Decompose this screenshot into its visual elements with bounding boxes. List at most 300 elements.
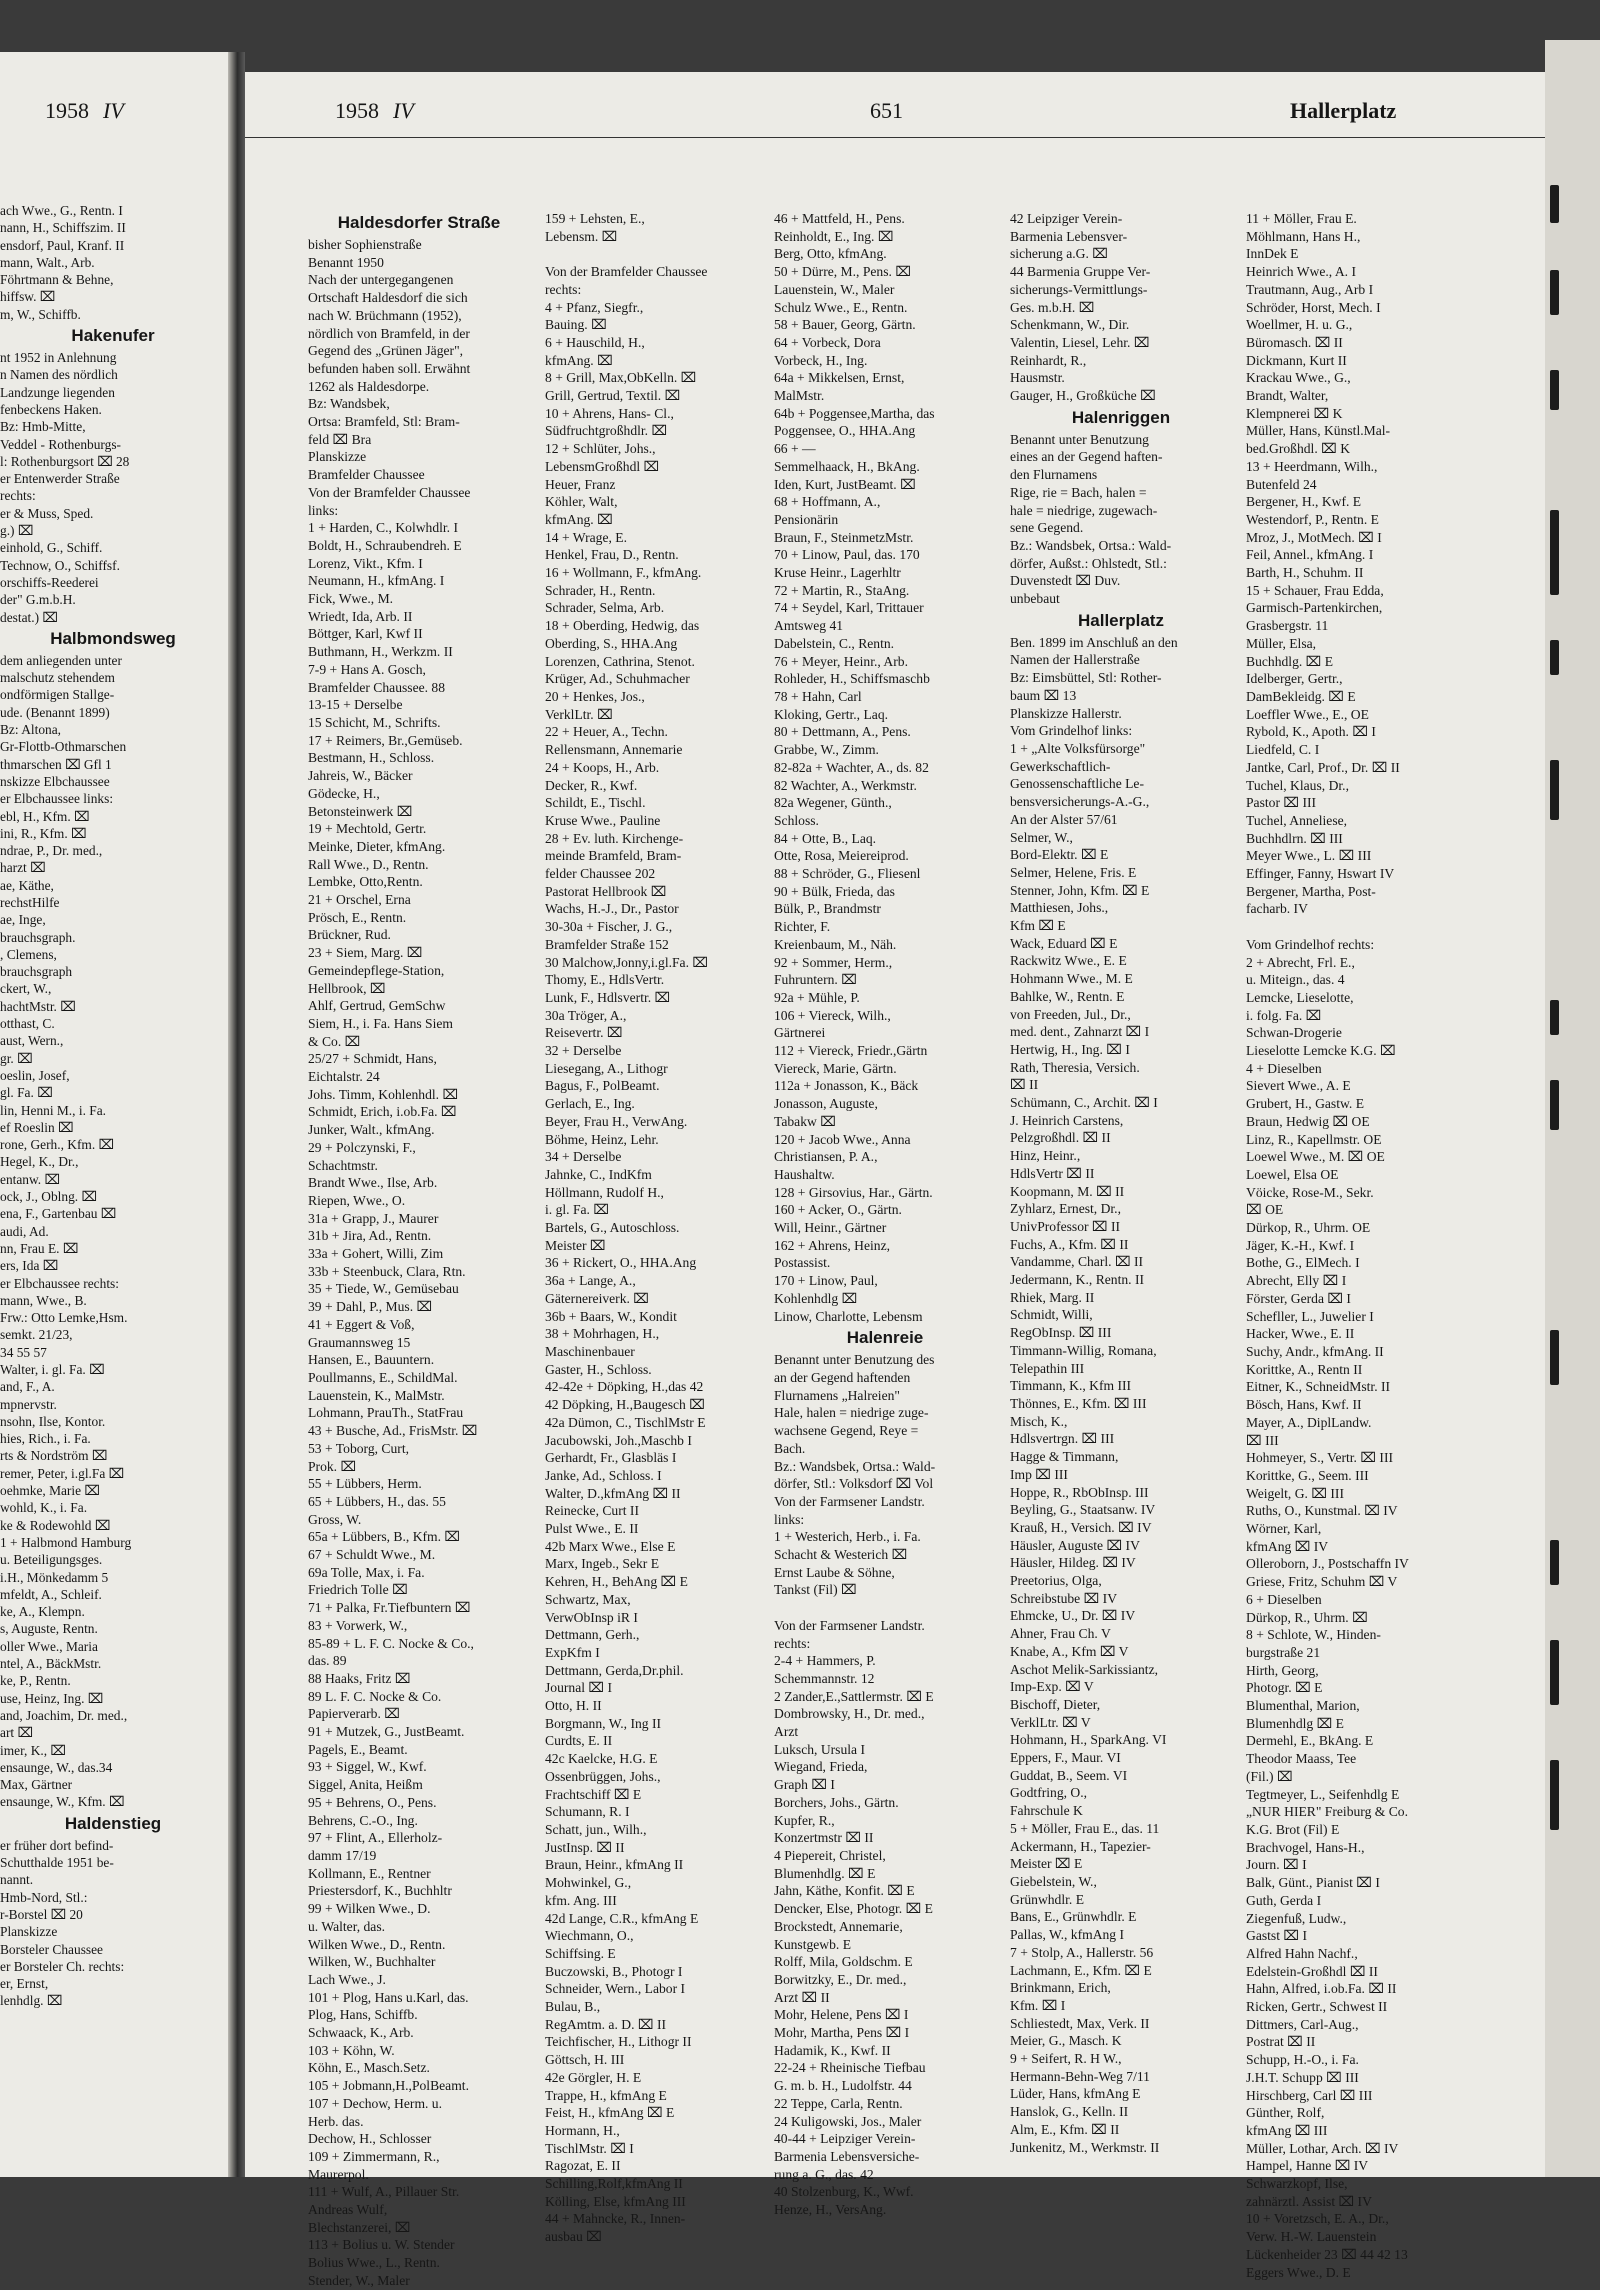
directory-line: Bach.: [774, 1440, 806, 1456]
directory-line: Pensionärin: [774, 511, 839, 527]
directory-line: RegObInsp. ⌧ III: [1010, 1325, 1112, 1341]
directory-line: Hermann-Behn-Weg 7/11: [1010, 2068, 1150, 2084]
directory-line: mann, Walt., Arb.: [0, 254, 95, 270]
directory-line: Kfm ⌧ E: [1010, 918, 1066, 934]
directory-line: Reinecke, Curt II: [545, 1503, 639, 1519]
directory-line: 64 + Vorbeck, Dora: [774, 334, 881, 350]
directory-line: zahnärztl. Assist ⌧ IV: [1246, 2193, 1372, 2209]
directory-line: Vandamme, Charl. ⌧ II: [1010, 1254, 1144, 1270]
thumb-index-mark: [1550, 640, 1559, 675]
directory-line: Schildt, E., Tischl.: [545, 795, 646, 811]
directory-line: Bischoff, Dieter,: [1010, 1696, 1101, 1712]
street-heading: Halenreie: [846, 1328, 924, 1348]
directory-line: 14 + Wrage, E.: [545, 529, 627, 545]
directory-line: Postrat ⌧ II: [1246, 2034, 1316, 2050]
directory-line: Ernst Laube & Söhne,: [774, 1564, 895, 1580]
directory-line: Kruse Wwe., Pauline: [545, 812, 661, 828]
directory-line: nördlich von Bramfeld, in der: [308, 325, 470, 341]
directory-line: einhold, G., Schiff.: [0, 540, 103, 556]
directory-line: hachtMstr. ⌧: [0, 998, 76, 1014]
directory-line: Preetorius, Olga,: [1010, 1573, 1102, 1589]
directory-line: ef Roeslin ⌧: [0, 1119, 74, 1135]
directory-line: hies, Rich., i. Fa.: [0, 1431, 91, 1447]
directory-line: Schwarzkopf, Ilse,: [1246, 2176, 1348, 2192]
directory-line: Böhme, Heinz, Lehr.: [545, 1131, 659, 1147]
directory-line: Lückenheider 23 ⌧ 44 42 13: [1246, 2246, 1408, 2262]
directory-line: 42d Lange, C.R., kfmAng E: [545, 1910, 699, 1926]
directory-line: Fuhruntern. ⌧: [774, 972, 857, 988]
directory-line: TischlMstr. ⌧ I: [545, 2140, 634, 2156]
directory-line: Eichtalstr. 24: [308, 1069, 380, 1085]
directory-line: 82-82a + Wachter, A., ds. 82: [774, 759, 929, 775]
directory-line: 36b + Baars, W., Kondit: [545, 1308, 677, 1324]
directory-line: Photogr. ⌧ E: [1246, 1680, 1323, 1696]
directory-line: felder Chaussee 202: [545, 866, 656, 882]
directory-line: Grabbe, W., Zimm.: [774, 742, 879, 758]
directory-line: lenhdlg. ⌧: [0, 1993, 63, 2009]
directory-line: 97 + Flint, A., Ellerholz-: [308, 1830, 443, 1846]
directory-line: 113 + Bolius u. W. Stender: [308, 2237, 455, 2253]
directory-line: den Flurnamens: [1010, 467, 1098, 483]
directory-line: Kloking, Gertr., Laq.: [774, 706, 889, 722]
directory-line: ExpKfm I: [545, 1644, 600, 1660]
directory-line: & Co. ⌧: [308, 1033, 361, 1049]
directory-line: Kölling, Else, kfmAng III: [545, 2193, 686, 2209]
directory-line: 11 + Möller, Frau E.: [1246, 211, 1357, 226]
directory-line: 64a + Mikkelsen, Ernst,: [774, 370, 905, 386]
directory-line: Jahreis, W., Bäcker: [308, 768, 413, 784]
directory-line: gl. Fa. ⌧: [0, 1085, 53, 1101]
directory-line: Wilken, W., Buchhalter: [308, 1954, 436, 1970]
directory-line: Hirth, Georg,: [1246, 1662, 1319, 1678]
directory-line: UnivProfessor ⌧ II: [1010, 1218, 1121, 1234]
directory-line: Barmenia Lebensver-: [1010, 228, 1128, 244]
directory-line: Schachtmstr.: [308, 1157, 378, 1173]
directory-line: Reisevertr. ⌧: [545, 1025, 623, 1041]
directory-line: Brückner, Rud.: [308, 927, 391, 943]
directory-line: Selmer, Helene, Fris. E: [1010, 864, 1137, 880]
directory-line: ach Wwe., G., Rentn. I: [0, 203, 123, 218]
directory-line: Kohlenhdlg ⌧: [774, 1290, 858, 1306]
directory-line: ⌧ II: [1010, 1077, 1039, 1093]
directory-line: Eppers, F., Maur. VI: [1010, 1750, 1121, 1766]
directory-line: Benannt 1950: [308, 254, 384, 270]
directory-line: Föhrtmann & Behne,: [0, 272, 114, 288]
directory-line: Thönnes, E., Kfm. ⌧ III: [1010, 1396, 1147, 1411]
directory-line: 8 + Grill, Max,ObKelln. ⌧: [545, 370, 697, 386]
directory-column-5: [1246, 210, 1468, 2281]
directory-line: Guddat, B., Seem. VI: [1010, 1767, 1128, 1783]
directory-line: 20 + Henkes, Jos.,: [545, 688, 645, 704]
directory-line: 65 + Lübbers, H., das. 55: [308, 1493, 446, 1509]
thumb-index-mark: [1550, 1330, 1559, 1385]
directory-line: Stender, W., Maler: [308, 2272, 410, 2288]
directory-line: Feist, H., kfmAng ⌧ E: [545, 2105, 675, 2121]
directory-line: J.H.T. Schupp ⌧ III: [1246, 2069, 1359, 2085]
directory-line: 12 + Schlüter, Johs.,: [545, 441, 656, 457]
left-volume: IV: [103, 98, 124, 123]
directory-line: harzt ⌧: [0, 860, 46, 876]
directory-line: Journal ⌧ I: [545, 1680, 613, 1696]
directory-line: Schmidt, Willi,: [1010, 1307, 1093, 1323]
directory-line: Bergener, H., Kwf. E: [1246, 494, 1362, 510]
directory-line: 41 + Eggert & Voß,: [308, 1316, 415, 1332]
directory-line: Kruse Heinr., Lagerhltr: [774, 565, 901, 581]
directory-line: Junkenitz, M., Werkmstr. II: [1010, 2139, 1160, 2155]
directory-line: 53 + Toborg, Curt,: [308, 1440, 409, 1456]
directory-line: Köhler, Walt,: [545, 494, 618, 510]
directory-line: Büromasch. ⌧ II: [1246, 334, 1343, 350]
directory-line: Mohr, Helene, Pens ⌧ I: [774, 2007, 909, 2023]
directory-line: kfmAng ⌧ III: [1246, 2122, 1328, 2138]
directory-line: Bösch, Hans, Kwf. II: [1246, 1397, 1362, 1413]
directory-line: Imp ⌧ III: [1010, 1466, 1068, 1482]
directory-line: er früher dort befind-: [0, 1837, 114, 1853]
directory-line: Hohmeyer, S., Vertr. ⌧ III: [1246, 1450, 1394, 1466]
directory-line: rts & Nordström ⌧: [0, 1448, 108, 1464]
directory-line: Häusler, Auguste ⌧ IV: [1010, 1537, 1140, 1553]
directory-line: mann, Wwe., B.: [0, 1292, 87, 1308]
thumb-index-mark: [1550, 370, 1559, 410]
directory-line: hale = niedrige, zugewach-: [1010, 502, 1158, 518]
directory-line: n Namen des nördlich: [0, 367, 118, 383]
directory-line: Ges. m.b.H. ⌧: [1010, 299, 1095, 315]
directory-line: Semmelhaack, H., BkAng.: [774, 458, 920, 474]
directory-line: 4 + Pfanz, Siegfr.,: [545, 299, 644, 315]
directory-line: imer, K., ⌧: [0, 1742, 66, 1758]
directory-line: 44 + Mahncke, R., Innen-: [545, 2211, 686, 2227]
directory-line: sicherung a.G. ⌧: [1010, 246, 1108, 262]
directory-line: Gewerkschaftlich-: [1010, 758, 1111, 774]
directory-line: 160 + Acker, O., Gärtn.: [774, 1202, 902, 1218]
directory-line: ensaunge, W., Kfm. ⌧: [0, 1794, 125, 1810]
directory-line: Schliestedt, Max, Verk. II: [1010, 2015, 1150, 2031]
directory-column-2: [545, 210, 767, 2246]
directory-line: 1 + Westerich, Herb., i. Fa.: [774, 1529, 921, 1545]
directory-line: Jäger, K.-H., Kwf. I: [1246, 1237, 1355, 1253]
directory-line: Curdts, E. II: [545, 1733, 613, 1749]
directory-line: Gödecke, H.,: [308, 785, 380, 801]
directory-line: Sievert Wwe., A. E: [1246, 1078, 1351, 1094]
directory-line: aust, Wern.,: [0, 1033, 64, 1049]
directory-line: 18 + Oberding, Hedwig, das: [545, 618, 700, 634]
directory-line: 71 + Palka, Fr.Tiefbuntern ⌧: [308, 1600, 471, 1616]
directory-line: links:: [308, 502, 339, 518]
directory-line: 1262 als Haldesdorpe.: [308, 378, 430, 394]
directory-line: ndrae, P., Dr. med.,: [0, 843, 103, 859]
directory-line: Bulau, B.,: [545, 1999, 601, 2015]
directory-line: 19 + Mechtold, Gertr.: [308, 821, 427, 837]
directory-line: an der Gegend haftenden: [774, 1370, 911, 1385]
directory-line: Junker, Walt., kfmAng.: [308, 1122, 435, 1138]
directory-line: Hirschberg, Carl ⌧ III: [1246, 2087, 1373, 2103]
directory-line: Dürkop, R., Uhrm. ⌧: [1246, 1609, 1368, 1625]
directory-line: Suchy, Andr., kfmAng. II: [1246, 1344, 1384, 1359]
directory-line: Schupp, H.-O., i. Fa.: [1246, 2052, 1359, 2068]
directory-line: Planskizze: [0, 1924, 58, 1940]
directory-line: 23 + Siem, Marg. ⌧: [308, 945, 423, 961]
directory-line: Kehren, H., BehAng ⌧ E: [545, 1574, 688, 1590]
directory-line: Poullmanns, E., SchildMal.: [308, 1370, 458, 1385]
directory-line: 8 + Schlote, W., Hinden-: [1246, 1627, 1381, 1643]
directory-line: 72 + Martin, R., StaAng.: [774, 582, 910, 598]
directory-line: 111 + Wulf, A., Pillauer Str.: [308, 2184, 460, 2200]
directory-line: Fuchs, A., Kfm. ⌧ II: [1010, 1236, 1129, 1252]
directory-line: Brachvogel, Hans-H.,: [1246, 1839, 1365, 1855]
directory-line: befunden haben soll. Erwähnt: [308, 360, 471, 376]
directory-line: Schefller, L., Juwelier I: [1246, 1308, 1374, 1324]
directory-line: Krauß, H., Versich. ⌧ IV: [1010, 1519, 1152, 1535]
directory-line: lin, Henni M., i. Fa.: [0, 1102, 107, 1118]
directory-line: entanw. ⌧: [0, 1171, 60, 1187]
directory-line: Jahn, Käthe, Konfit. ⌧ E: [774, 1883, 915, 1899]
directory-line: Bramfelder Chaussee. 88: [308, 679, 446, 695]
directory-line: Teichfischer, H., Lithogr II: [545, 2034, 692, 2050]
directory-line: Alm, E., Kfm. ⌧ II: [1010, 2121, 1120, 2137]
directory-line: Olleroborn, J., Postschaffn IV: [1246, 1556, 1409, 1572]
directory-line: Timmann-Willig, Romana,: [1010, 1342, 1157, 1358]
directory-line: Gastst ⌧ I: [1246, 1928, 1307, 1944]
directory-line: 64b + Poggensee,Martha, das: [774, 405, 935, 421]
directory-line: Heuer, Franz: [545, 476, 616, 492]
directory-line: 159 + Lehsten, E.,: [545, 211, 645, 226]
right-year: 1958: [335, 98, 379, 123]
directory-line: Schemmannstr. 12: [774, 1670, 875, 1686]
directory-line: Kreienbaum, M., Näh.: [774, 936, 897, 952]
directory-line: Rolff, Mila, Goldschm. E: [774, 1954, 913, 1970]
directory-line: Mroz, J., MotMech. ⌧ I: [1246, 529, 1382, 545]
directory-line: l: Rothenburgsort ⌧ 28: [0, 453, 130, 469]
directory-line: Braun, Heinr., kfmAng II: [545, 1857, 684, 1873]
directory-line: facharb. IV: [1246, 901, 1308, 917]
directory-line: Hohmann, H., SparkAng. VI: [1010, 1732, 1167, 1748]
directory-line: Bergener, Martha, Post-: [1246, 883, 1376, 899]
directory-line: Valentin, Liesel, Lehr. ⌧: [1010, 334, 1150, 350]
directory-line: Zyhlarz, Ernest, Dr.,: [1010, 1201, 1121, 1217]
directory-line: Tuchel, Klaus, Dr.,: [1246, 777, 1349, 793]
directory-line: Korittke, G., Seem. III: [1246, 1467, 1369, 1483]
directory-line: Gemeindepflege-Station,: [308, 962, 445, 978]
directory-line: rone, Gerh., Kfm. ⌧: [0, 1137, 114, 1153]
directory-line: kfm. Ang. III: [545, 1892, 617, 1908]
street-heading: Hakenufer: [71, 326, 155, 346]
directory-line: Höllmann, Rudolf H.,: [545, 1184, 664, 1200]
directory-line: Dombrowsky, H., Dr. med.,: [774, 1706, 925, 1722]
directory-line: Ackermann, H., Tapezier-: [1010, 1838, 1151, 1854]
directory-line: thmarschen ⌧ Gfl 1: [0, 756, 112, 772]
directory-line: 34 55 57: [0, 1344, 47, 1360]
directory-line: Journ. ⌧ I: [1246, 1857, 1307, 1873]
directory-line: 42 Döpking, H.,Baugesch ⌧: [545, 1397, 705, 1413]
running-head-street: Hallerplatz: [1290, 98, 1397, 123]
directory-line: 10 + Voretzsch, E. A., Dr.,: [1246, 2211, 1389, 2227]
directory-line: Hagge & Timmann,: [1010, 1449, 1119, 1465]
directory-line: Müller, Elsa,: [1246, 635, 1317, 651]
directory-line: Hausmstr.: [1010, 370, 1065, 386]
directory-line: Borsteler Chaussee: [0, 1941, 104, 1957]
directory-line: Reinhardt, R.,: [1010, 352, 1087, 368]
directory-line: Haushaltw.: [774, 1166, 835, 1182]
directory-line: Lebensm. ⌧: [545, 228, 618, 244]
directory-line: 85-89 + L. F. C. Nocke & Co.,: [308, 1635, 474, 1651]
thumb-index-mark: [1550, 1540, 1559, 1585]
directory-line: Krüger, Ad., Schuhmacher: [545, 671, 690, 687]
directory-line: Rackwitz Wwe., E. E: [1010, 953, 1127, 969]
directory-line: Schutthalde 1951 be-: [0, 1855, 114, 1871]
directory-line: and, F., A.: [0, 1379, 55, 1395]
directory-line: Lauenstein, W., Maler: [774, 281, 895, 297]
directory-line: Edelstein-Großhdl ⌧ II: [1246, 1963, 1378, 1979]
directory-line: Technow, O., Schiffsf.: [0, 557, 120, 573]
directory-line: 24 Kuligowski, Jos., Maler: [774, 2113, 922, 2129]
directory-line: 31a + Grapp, J., Maurer: [308, 1210, 439, 1226]
directory-line: ⌧ III: [1246, 1432, 1279, 1448]
directory-line: Möhlmann, Hans H.,: [1246, 228, 1361, 244]
directory-line: 42c Kaelcke, H.G. E: [545, 1751, 658, 1767]
directory-line: rechts:: [774, 1635, 811, 1651]
directory-line: Hampel, Hanne ⌧ IV: [1246, 2158, 1369, 2174]
directory-line: destat.) ⌧: [0, 609, 58, 625]
directory-line: Henze, H., VersAng.: [774, 2202, 887, 2218]
directory-line: Lach Wwe., J.: [308, 1971, 386, 1987]
directory-line: Beyer, Frau H., VerwAng.: [545, 1113, 688, 1129]
directory-line: Feil, Annel., kfmAng. I: [1246, 547, 1374, 563]
directory-line: Planskizze Hallerstr.: [1010, 705, 1122, 721]
directory-line: Buchhdlrn. ⌧ III: [1246, 830, 1343, 846]
directory-line: 30-30a + Fischer, J. G.,: [545, 919, 673, 935]
directory-line: Bagus, F., PolBeamt.: [545, 1078, 660, 1094]
directory-line: Wiechmann, O.,: [545, 1928, 634, 1944]
directory-line: ebl, H., Kfm. ⌧: [0, 808, 90, 824]
street-heading: Haldesdorfer Straße: [337, 213, 501, 232]
directory-line: 7 + Stolp, A., Hallerstr. 56: [1010, 1944, 1154, 1960]
directory-line: Idelberger, Gertr.,: [1246, 671, 1343, 687]
directory-line: ude. (Benannt 1899): [0, 704, 110, 720]
directory-line: 101 + Plog, Hans u.Karl, das.: [308, 1989, 469, 2005]
directory-line: Lieselotte Lemcke K.G. ⌧: [1246, 1043, 1396, 1059]
directory-line: Buthmann, H., Werkzm. II: [308, 644, 453, 660]
directory-line: Theodor Maass, Tee: [1246, 1751, 1357, 1767]
directory-line: Wilken Wwe., D., Rentn.: [308, 1936, 446, 1952]
directory-line: Postassist.: [774, 1255, 831, 1271]
directory-line: Imp-Exp. ⌧ V: [1010, 1679, 1094, 1695]
directory-line: Abrecht, Elly ⌧ I: [1246, 1273, 1347, 1289]
directory-column-3: [774, 210, 996, 2219]
directory-line: Selmer, W.,: [1010, 829, 1073, 845]
directory-line: ausbau ⌧: [545, 2229, 602, 2245]
directory-line: 103 + Köhn, W.: [308, 2042, 395, 2058]
directory-line: Neumann, H., kfmAng. I: [308, 573, 445, 589]
directory-line: Dürkop, R., Uhrm. OE: [1246, 1220, 1371, 1236]
directory-line: Butenfeld 24: [1246, 476, 1317, 492]
directory-line: sene Gegend.: [1010, 520, 1084, 536]
directory-line: kfmAng. ⌧: [545, 352, 613, 368]
directory-line: 42a Dümon, C., TischlMstr E: [545, 1414, 706, 1430]
directory-line: nannt.: [0, 1872, 34, 1888]
directory-line: 17 + Reimers, Br.,Gemüseb.: [308, 732, 463, 748]
directory-line: Jahnke, C., IndKfm: [545, 1166, 652, 1182]
directory-line: Blumenhdlg. ⌧ E: [774, 1865, 876, 1881]
directory-line: 76 + Meyer, Heinr., Arb.: [774, 653, 908, 669]
directory-line: Dettmann, Gerda,Dr.phil.: [545, 1662, 684, 1678]
directory-line: 1 + „Alte Volksfürsorge": [1010, 740, 1146, 756]
directory-line: Von der Bramfelder Chaussee: [545, 264, 708, 280]
directory-line: 107 + Dechow, Herm. u.: [308, 2095, 443, 2111]
directory-line: mpnervstr.: [0, 1396, 57, 1412]
directory-line: Hertwig, H., Ing. ⌧ I: [1010, 1041, 1130, 1057]
directory-line: rechts:: [545, 281, 582, 297]
directory-line: , Clemens,: [0, 946, 57, 962]
directory-line: brauchsgraph: [0, 964, 73, 980]
directory-line: Tabakw ⌧: [774, 1113, 836, 1129]
directory-line: u. Beteiligungsges.: [0, 1552, 103, 1568]
directory-line: 84 + Otte, B., Laq.: [774, 830, 877, 846]
directory-line: oller Wwe., Maria: [0, 1638, 98, 1654]
directory-line: Wack, Eduard ⌧ E: [1010, 935, 1118, 951]
directory-line: 40-44 + Leipziger Verein-: [774, 2131, 916, 2147]
directory-line: i.H., Mönkedamm 5: [0, 1569, 109, 1585]
directory-line: Genossenschaftliche Le-: [1010, 776, 1144, 792]
directory-line: Kupfer, R.,: [774, 1812, 835, 1828]
directory-line: Hmb-Nord, Stl.:: [0, 1889, 88, 1905]
directory-line: 36a + Lange, A.,: [545, 1273, 636, 1289]
directory-line: 31b + Jira, Ad., Rentn.: [308, 1228, 432, 1244]
directory-line: Arzt: [774, 1724, 799, 1740]
directory-line: Meister ⌧: [545, 1237, 606, 1253]
directory-line: 15 + Schauer, Frau Edda,: [1246, 582, 1384, 598]
directory-line: Liedfeld, C. I: [1246, 742, 1320, 758]
directory-line: Pallas, W., kfmAng I: [1010, 1927, 1125, 1943]
directory-line: nann, H., Schiffszim. II: [0, 220, 126, 236]
directory-line: Gäternereiverk. ⌧: [545, 1290, 649, 1306]
directory-line: 30 Malchow,Jonny,i.gl.Fa. ⌧: [545, 954, 709, 970]
directory-line: Blumenhdlg ⌧ E: [1246, 1715, 1344, 1731]
directory-line: InnDek E: [1246, 246, 1299, 262]
directory-line: 5 + Möller, Frau E., das. 11: [1010, 1820, 1160, 1836]
directory-line: feld ⌧ Bra: [308, 431, 372, 447]
directory-line: Hegel, K., Dr.,: [0, 1154, 79, 1170]
directory-line: Bz: Wandsbek,: [308, 396, 390, 412]
thumb-index-mark: [1550, 1000, 1559, 1035]
directory-line: Von der Farmsener Landstr.: [774, 1617, 925, 1633]
directory-line: 13 + Heerdmann, Wilh.,: [1246, 458, 1378, 474]
directory-line: Rellensmann, Annemarie: [545, 742, 683, 758]
directory-line: Rybold, K., Apoth. ⌧ I: [1246, 724, 1376, 740]
directory-line: er, Ernst,: [0, 1976, 49, 1992]
directory-line: g.) ⌧: [0, 523, 34, 539]
directory-line: Dermehl, E., BkAng. E: [1246, 1733, 1374, 1749]
directory-line: Effinger, Fanny, Hswart IV: [1246, 866, 1395, 882]
directory-line: Grasbergstr. 11: [1246, 618, 1329, 634]
directory-line: Wriedt, Ida, Arb. II: [308, 608, 413, 624]
directory-column-1: [308, 210, 530, 2290]
directory-line: Bramfelder Straße 152: [545, 936, 669, 952]
directory-line: Von der Bramfelder Chaussee: [308, 484, 471, 500]
directory-line: Bothe, G., ElMech. I: [1246, 1255, 1360, 1271]
directory-line: ondförmigen Stallge-: [0, 687, 115, 703]
directory-line: Bans, E., Grünwhdlr. E: [1010, 1909, 1137, 1925]
directory-line: nach W. Brüchmann (1952),: [308, 307, 462, 323]
directory-line: Dencker, Else, Photogr. ⌧ E: [774, 1901, 933, 1917]
directory-line: s, Auguste, Rentn.: [0, 1621, 98, 1637]
directory-line: 28 + Ev. luth. Kirchenge-: [545, 830, 684, 846]
directory-line: kfmAng. ⌧: [545, 511, 613, 527]
directory-line: ke, A., Klempn.: [0, 1604, 85, 1620]
directory-line: er Entenwerder Straße: [0, 471, 120, 487]
directory-line: Lachmann, E., Kfm. ⌧ E: [1010, 1962, 1152, 1978]
directory-line: er Borsteler Ch. rechts:: [0, 1958, 125, 1974]
directory-line: Brandt, Walter,: [1246, 388, 1329, 404]
